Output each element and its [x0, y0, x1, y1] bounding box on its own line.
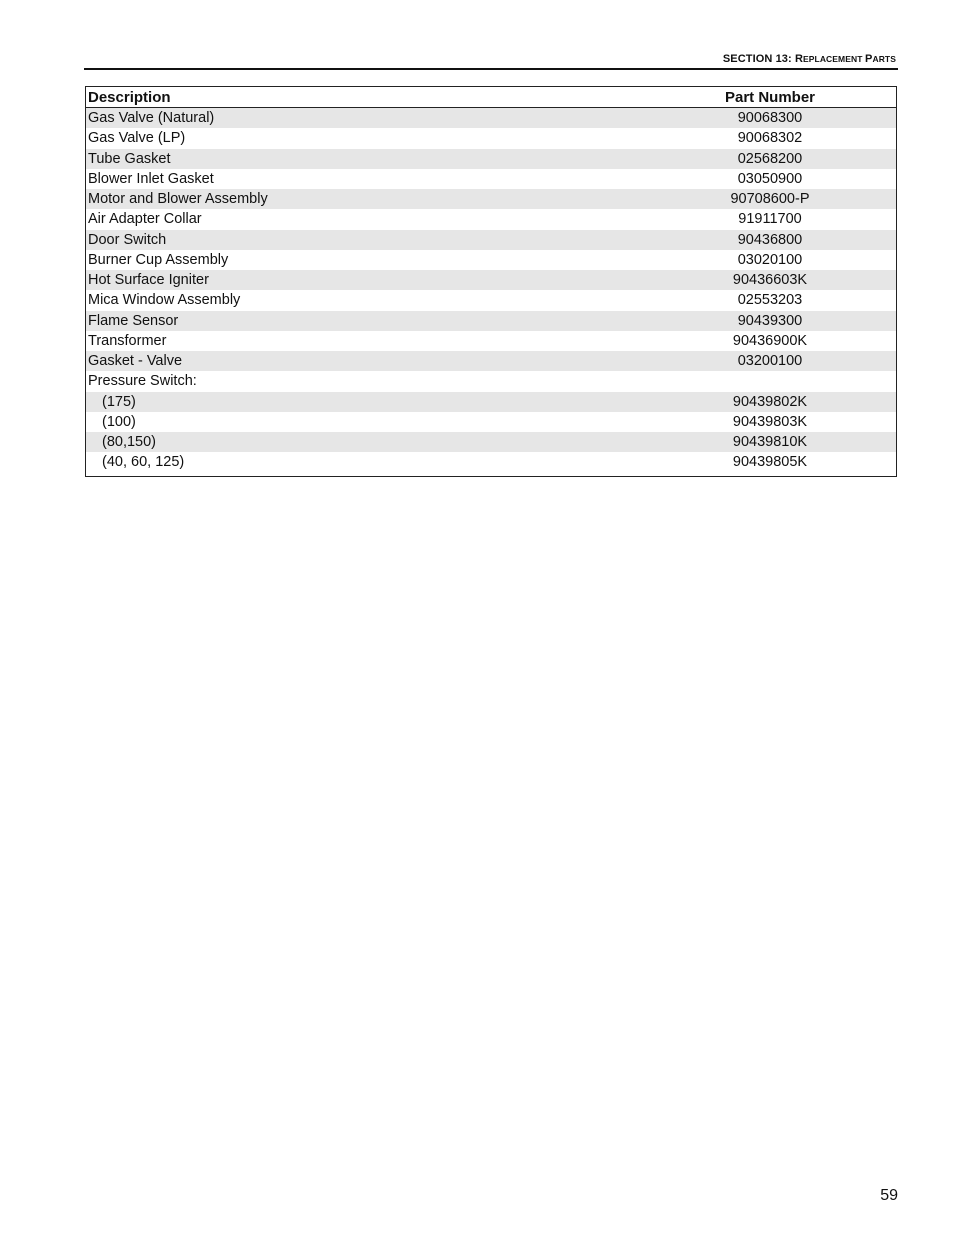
row-part-number: 91911700: [738, 211, 802, 228]
parts-table: [85, 86, 897, 477]
table-row: [86, 108, 896, 128]
row-part-number: 90436603K: [732, 272, 808, 289]
row-part-number: 90708600-P: [730, 191, 810, 208]
table-row: [86, 412, 896, 432]
column-header-part-number: Part Number: [724, 88, 816, 106]
row-part-number: 03050900: [737, 170, 803, 187]
row-part-number: 03200100: [737, 353, 803, 370]
table-row: [86, 149, 896, 169]
row-part-number: 90436900K: [732, 332, 808, 349]
row-part-number: 90436800: [737, 231, 803, 248]
table-row: [86, 452, 896, 472]
row-part-number: 03020100: [737, 251, 803, 268]
row-description: Blower Inlet Gasket: [88, 170, 214, 187]
table-row: [86, 270, 896, 290]
row-description: (40, 60, 125): [102, 454, 185, 471]
row-part-number: 90068302: [737, 130, 803, 147]
row-description: Burner Cup Assembly: [88, 251, 229, 268]
table-row: [86, 371, 896, 391]
section-p: P: [865, 53, 873, 65]
section-prefix: SECTION 13:: [722, 53, 795, 65]
column-header-description: Description: [88, 88, 171, 106]
row-part-number: 90068300: [737, 110, 803, 127]
section-header: [84, 53, 896, 65]
row-part-number: 90439810K: [732, 434, 808, 451]
row-description: Transformer: [88, 332, 167, 349]
row-description: (175): [102, 393, 136, 410]
row-part-number: 02553203: [737, 292, 803, 309]
table-row: [86, 351, 896, 371]
row-description: (100): [102, 413, 136, 430]
table-row: [86, 230, 896, 250]
row-part-number: 90439802K: [732, 393, 808, 410]
table-row: [86, 432, 896, 452]
row-part-number: 02568200: [737, 150, 803, 167]
row-part-number: 90439803K: [732, 413, 808, 430]
row-description: Mica Window Assembly: [88, 292, 241, 309]
table-header-row: [86, 87, 896, 108]
section-eplacement: EPLACEMENT: [802, 54, 866, 64]
page-number: 59: [880, 1187, 898, 1204]
row-description: Flame Sensor: [88, 312, 179, 329]
table-row: [86, 311, 896, 331]
row-description: Gas Valve (Natural): [88, 110, 215, 127]
table-row: [86, 128, 896, 148]
row-part-number: 90439805K: [732, 454, 808, 471]
row-description: Motor and Blower Assembly: [88, 191, 268, 208]
section-arts: ARTS: [872, 54, 896, 64]
table-row: [86, 331, 896, 351]
table-bottom-padding: [86, 473, 896, 476]
table-row: [86, 189, 896, 209]
row-description: (80,150): [102, 434, 157, 451]
table-row: [86, 209, 896, 229]
table-row: [86, 169, 896, 189]
row-description: Hot Surface Igniter: [88, 272, 209, 289]
header-rule: [84, 68, 898, 70]
row-part-number: 90439300: [737, 312, 803, 329]
row-description: Gas Valve (LP): [88, 130, 186, 147]
row-description: Gasket - Valve: [88, 353, 183, 370]
row-description: Tube Gasket: [88, 150, 171, 167]
table-row: [86, 250, 896, 270]
table-row: [86, 290, 896, 310]
row-description: Door Switch: [88, 231, 167, 248]
row-description: Pressure Switch:: [88, 373, 197, 390]
row-description: Air Adapter Collar: [88, 211, 202, 228]
table-row: [86, 392, 896, 412]
section-r: R: [794, 53, 803, 65]
